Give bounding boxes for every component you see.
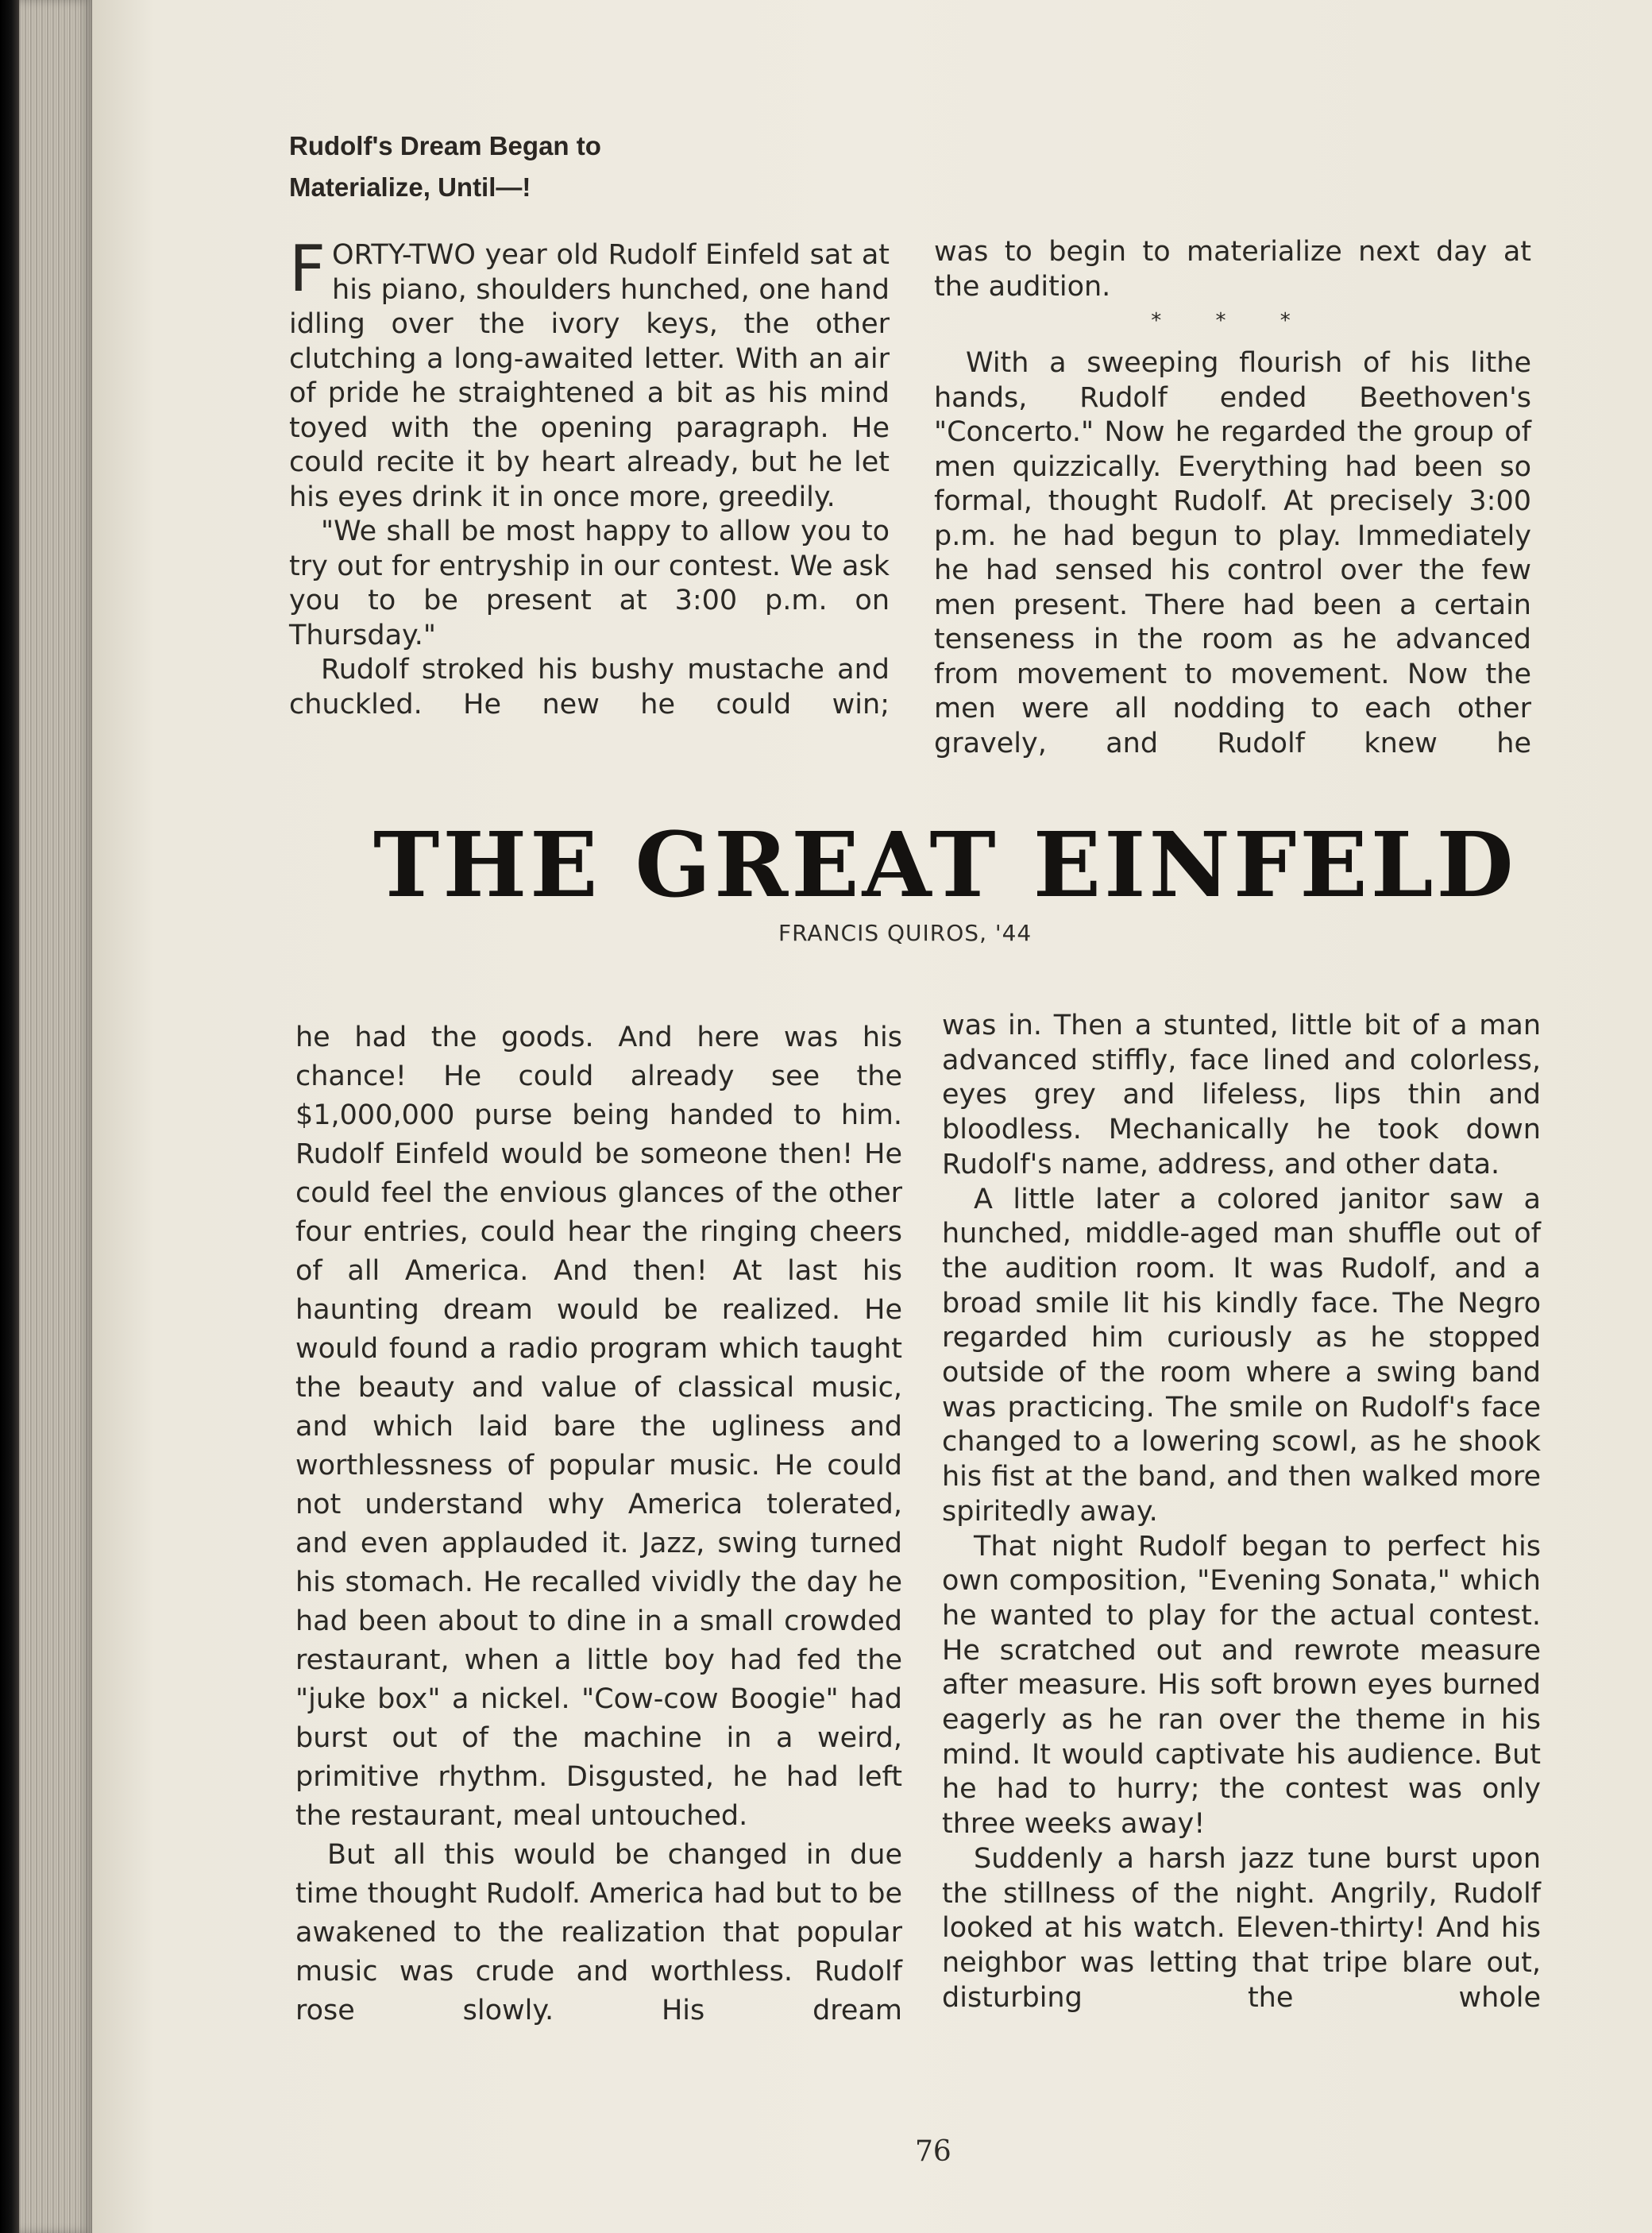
author-byline: FRANCIS QUIROS, '44 [778, 920, 1032, 946]
page-number: 76 [915, 2135, 951, 2168]
paragraph: Suddenly a harsh jazz tune burst upon the stillness of the night. Angrily, Rudolf looked at his watch. Eleven-thirty! And his neighbor was letting that tripe blare out, disturbing the whole [942, 1842, 1541, 2014]
upper-right-column [934, 235, 1531, 761]
paragraph-text: ORTY-TWO year old Rudolf Einfeld sat at his piano, shoulders hunched, one hand idling over the ivory keys, the other clutching a long-awaited letter. With an air of pride he straightened a bit as his mind toyed with the opening paragraph. He could recite it by heart already, but he let his eyes drink it in once more, greedily. [289, 239, 890, 513]
headline-line-2: Materialize, Until—! [289, 172, 531, 202]
headline-line-1: Rudolf's Dream Began to [289, 131, 601, 160]
upper-left-column [289, 232, 890, 722]
paragraph: Rudolf stroked his bushy mustache and chuckled. He new he could win; [289, 654, 890, 721]
paragraph: was in. Then a stunted, little bit of a man advanced stiffly, face lined and colorless, eyes grey and lifeless, lips thin and bloodless. Mechanically he took down Rudolf's name, address, and other data. [942, 1010, 1541, 1180]
lower-left-column [295, 1018, 902, 2030]
drop-cap: F [289, 232, 326, 306]
section-headline [289, 126, 766, 208]
paragraph: A little later a colored janitor saw a hunched, middle-aged man shuffle out of the audition room. It was Rudolf, and a broad smile lit his kindly face. The Negro regarded him curiously as he stopped outside of the room where a swing band was practicing. The smile on Rudolf's face changed to a lowering scowl, as he shook his fist at the band, and then walked more spiritedly away. [942, 1183, 1541, 1528]
book-spine-shadow [0, 0, 19, 2233]
paragraph: he had the goods. And here was his chance! He could already see the $1,000,000 purse being handed to him. Rudolf Einfeld would be someone then! He could feel the envious glances of the other four entries, could hear the ringing cheers of all America. And then! At last his haunting dream would be realized. He would found a radio program which taught the beauty and value of classical music, and which laid bare the ugliness and worthlessness of popular music. He could not understand why America tolerated, and even applauded it. Jazz, swing turned his stomach. He recalled vividly the day he had been about to dine in a small crowded restaurant, when a little boy had fed the "juke box" a nickel. "Cow-cow Boogie" had burst out of the machine in a weird, primitive rhythm. Disgusted, he had left the restaurant, meal untouched. [295, 1022, 902, 1832]
paragraph: "We shall be most happy to allow you to try out for entryship in our contest. We ask you to be present at 3:00 p.m. on Thursday." [289, 516, 890, 651]
paragraph: was to begin to materialize next day at the audition. [934, 236, 1531, 303]
lower-right-column [942, 1009, 1541, 2015]
paragraph [289, 232, 890, 515]
page-edges [19, 0, 92, 2233]
section-break-stars: * * * [1151, 309, 1314, 333]
paragraph: With a sweeping flourish of his lithe hands, Rudolf ended Beethoven's "Concerto." Now he regarded the group of men quizzically. Everything had been so formal, thought Rudolf. At precisely 3:00 p.m. he had begun to play. Immediately he had sensed his control over the few men present. There had been a certain tenseness in the room as he advanced from movement to movement. Now the men were all nodding to each other gravely, and Rudolf knew he [934, 347, 1531, 759]
story-title: THE GREAT EINFELD [373, 813, 1517, 918]
paragraph: But all this would be changed in due time thought Rudolf. America had but to be awakened to the realization that popular music was crude and worthless. Rudolf rose slowly. His dream [295, 1839, 902, 2026]
paragraph: That night Rudolf began to perfect his own composition, "Evening Sonata," which he wanted to play for the actual contest. He scratched out and rewrote measure after measure. His soft brown eyes burned eagerly as he ran over the theme in his mind. It would captivate his audience. But he had to hurry; the contest was only three weeks away! [942, 1530, 1541, 1841]
